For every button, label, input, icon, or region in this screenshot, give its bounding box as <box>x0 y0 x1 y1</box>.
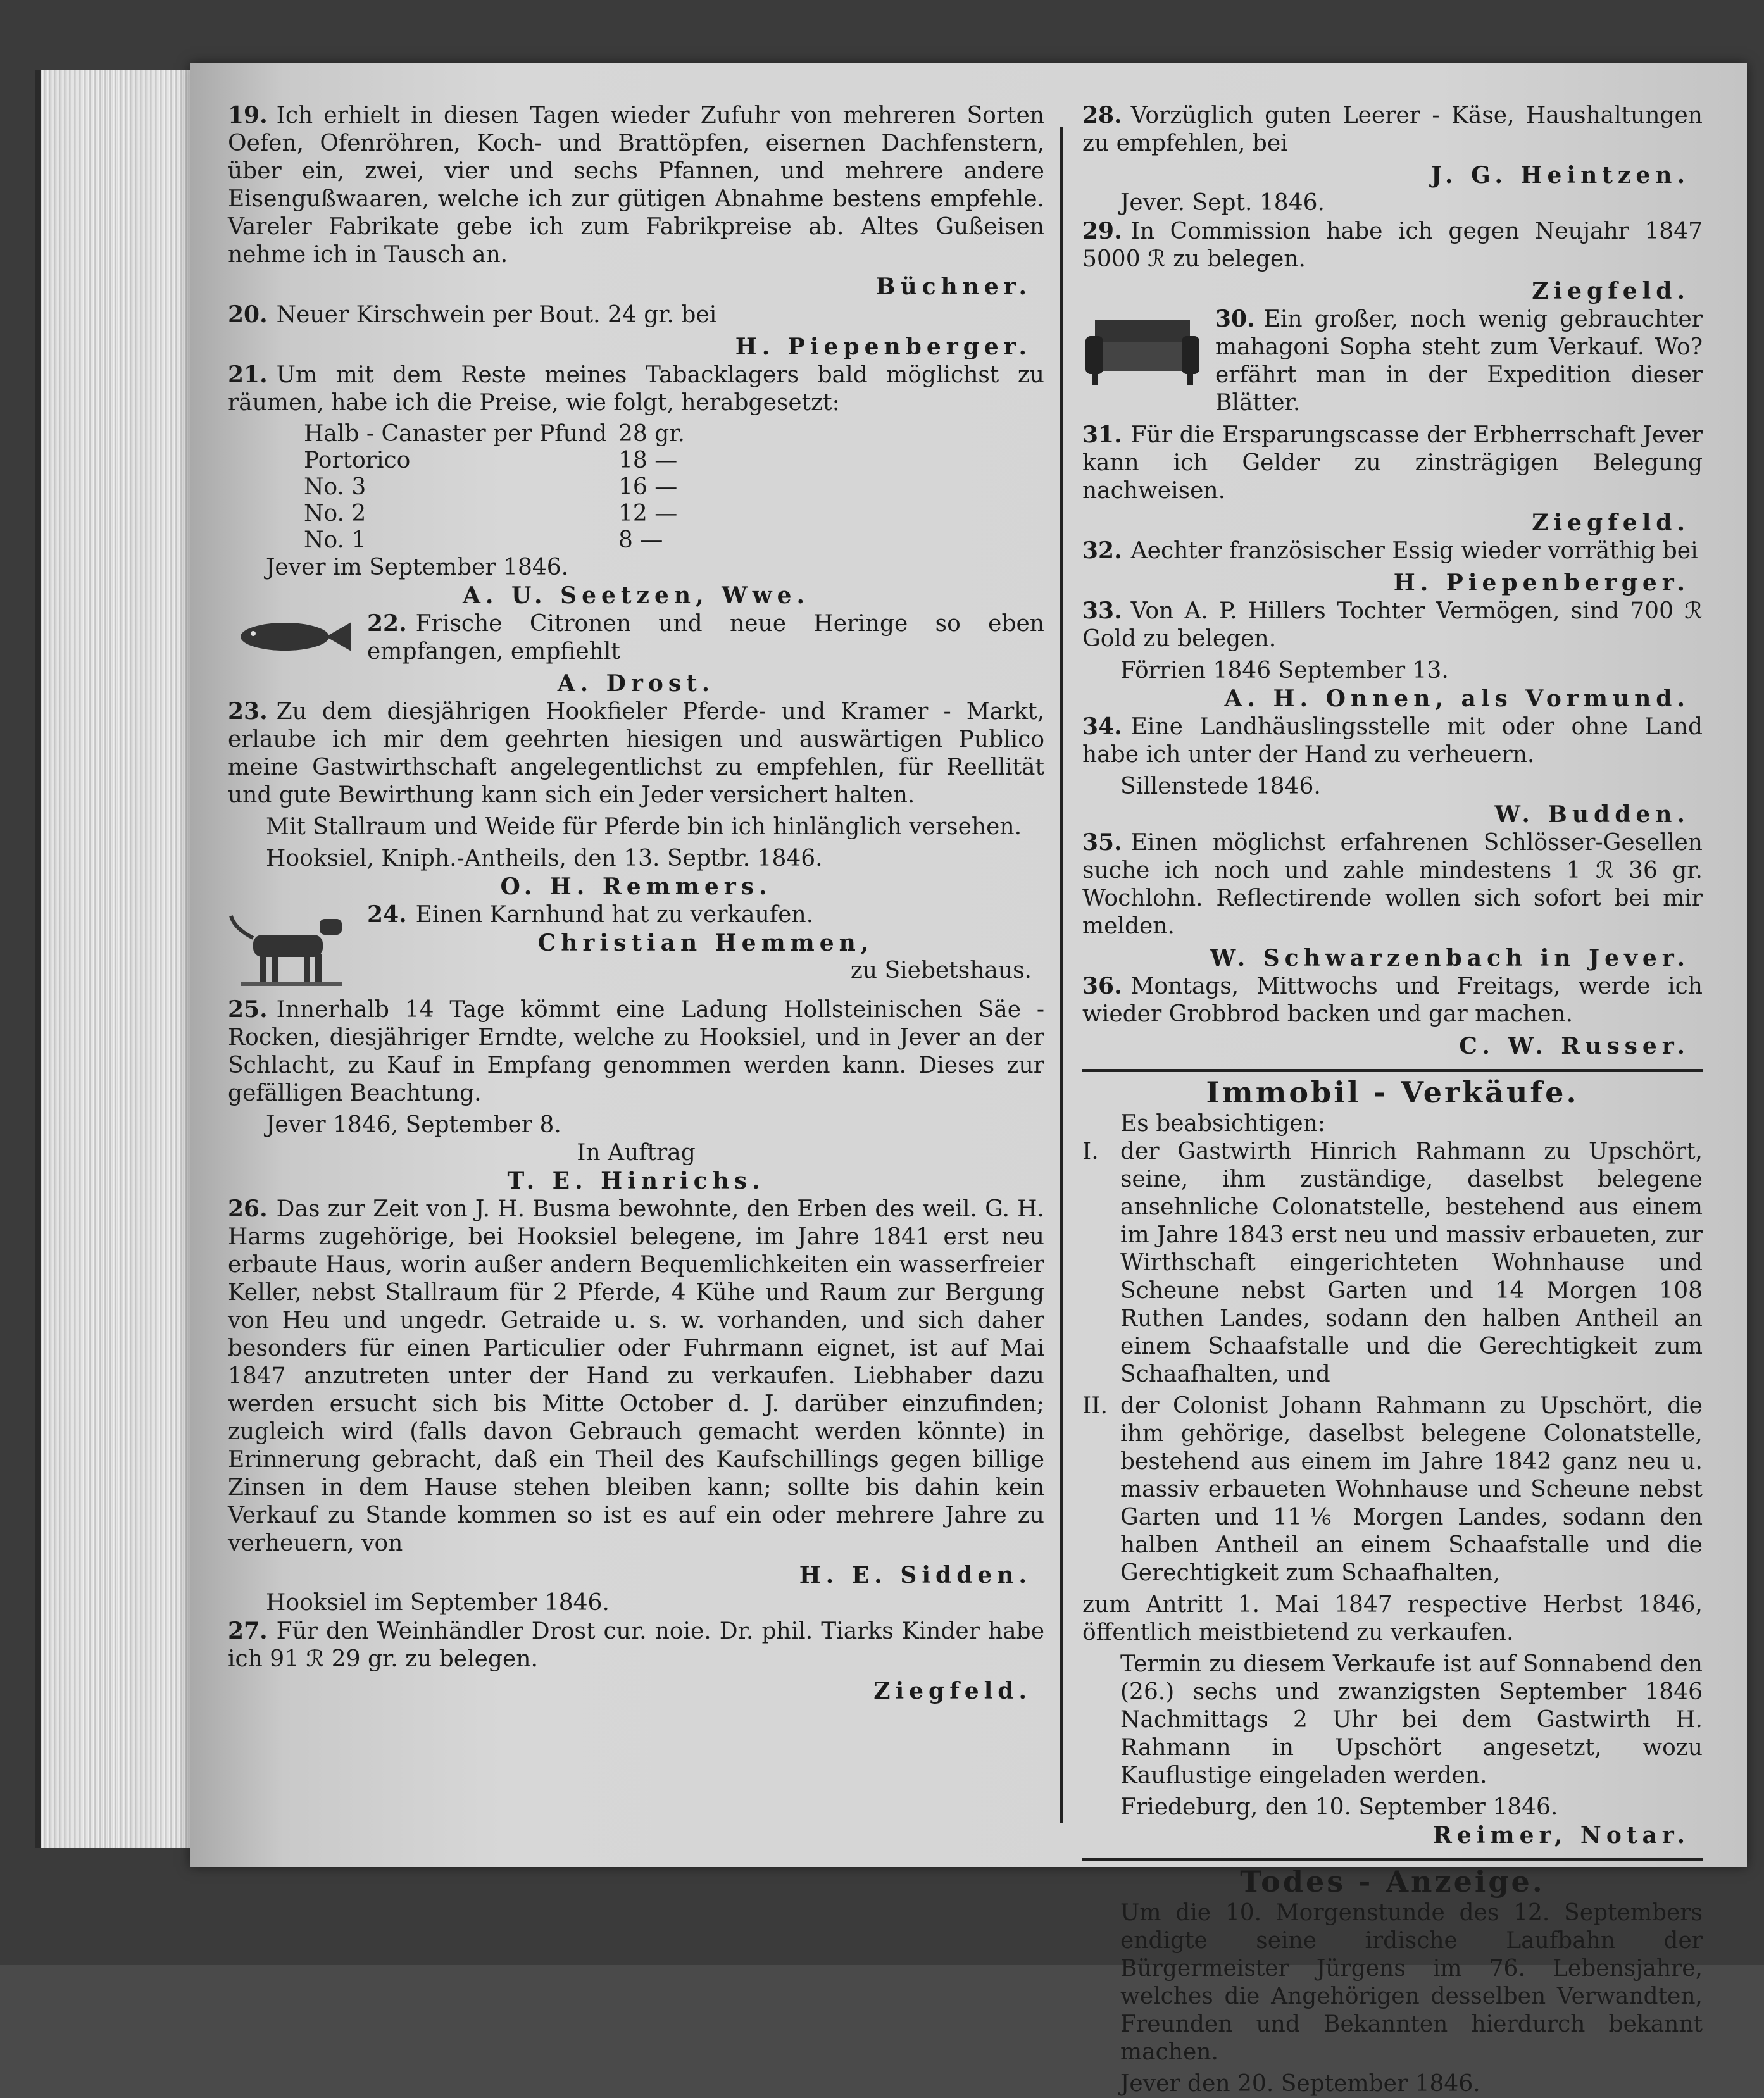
ad-26-signature: H. E. Sidden. <box>799 1562 1032 1589</box>
price-row: No. 3 16 — <box>304 474 678 500</box>
ad-28-signature: J. G. Heintzen. <box>1430 162 1690 189</box>
ad-26-place: Hooksiel im September 1846. <box>266 1590 610 1616</box>
ad-36: 36. Montags, Mittwochs und Freitags, werde ich wieder Grobbrod backen und gar machen. <box>1082 973 1703 1027</box>
ad-32-signature: H. Piepenberger. <box>1393 570 1690 596</box>
immobil-appointment: Termin zu diesem Verkaufe ist auf Sonnabend den (26.) sechs und zwanzigsten September 1846 Nachmittags 2 Uhr bei dem Gastwirth H. Rahmann in Upschört angesetzt, wozu Kauflustige eingeladen werden. <box>1120 1651 1703 1789</box>
ad-23: 23. Zu dem diesjährigen Hookfieler Pferde- und Kramer - Markt, erlaube ich mir dem geehrten hiesigen und auswärtigen Publico meine Gastwirthschaft angelegentlichst zu empfehlen, für Reellität und gute Bewirthung kann sich ein Jeder versichert halten. <box>228 698 1044 808</box>
ad-21-signature: A. U. Seetzen, Wwe. <box>462 582 810 609</box>
ad-27-signature: Ziegfeld. <box>873 1678 1032 1704</box>
ad-28-place: Jever. Sept. 1846. <box>1120 190 1325 216</box>
ad-34-place: Sillenstede 1846. <box>1120 773 1321 799</box>
price-row: No. 2 12 — <box>304 501 678 527</box>
ad-23-signature: O. H. Remmers. <box>500 873 772 900</box>
ad-28: 28. Vorzüglich guten Leerer - Käse, Haushaltungen zu empfehlen, bei <box>1082 102 1703 156</box>
price-row: Portorico 18 — <box>304 447 678 473</box>
todes-text: Um die 10. Morgenstunde des 12. Septembers endigte seine irdische Laufbahn der Bürgermeister Jürgens im 76. Lebensjahre, welches die Angehörigen desselben Verwandten, Freunden und Bekannten hierdurch bekannt machen. <box>1120 1900 1703 2065</box>
ad-33-signature: A. H. Onnen, als Vormund. <box>1224 685 1690 712</box>
ad-35: 35. Einen möglichst erfahrenen Schlösser-Gesellen suche ich noch und zahle mindestens 1 ℛ 36 gr. Wochlohn. Reflectirende wollen sich sofort bei mir melden. <box>1082 829 1703 939</box>
ad-25-in-order: In Auftrag <box>577 1140 696 1166</box>
right-column <box>1082 101 1703 2098</box>
ad-25-place: Jever 1846, September 8. <box>266 1112 561 1138</box>
ad-21: 21. Um mit dem Reste meines Tabacklagers bald möglichst zu räumen, habe ich die Preise, wie folgt, herabgesetzt: <box>228 361 1044 416</box>
ad-34: 34. Eine Landhäuslingsstelle mit oder ohne Land habe ich unter der Hand zu verheuern. <box>1082 713 1703 768</box>
ad-25: 25. Innerhalb 14 Tage kömmt eine Ladung Hollsteinischen Säe - Rocken, diesjähriger Erndte, welche zu Hooksiel, und in Jever an der Schlacht, zu Kauf in Empfang genommen werden kann. Dieses zur gefälligen Beachtung. <box>228 996 1044 1106</box>
ad-24-location: zu Siebetshaus. <box>850 958 1032 983</box>
ad-32: 32. Aechter französischer Essig wieder vorräthig bei <box>1082 537 1698 564</box>
ad-33-place: Förrien 1846 September 13. <box>1120 658 1449 684</box>
ad-19-signature: Büchner. <box>876 273 1032 300</box>
ad-22: 22. Frische Citronen und neue Heringe so eben empfangen, empfiehlt <box>228 609 1044 666</box>
immobil-intro: Es beabsichtigen: <box>1120 1111 1326 1137</box>
fish-icon <box>228 615 354 659</box>
immobil-signature: Reimer, Notar. <box>1433 1822 1690 1849</box>
ad-35-signature: W. Schwarzenbach in Jever. <box>1210 945 1690 971</box>
dog-icon <box>228 903 354 992</box>
column-divider <box>1060 127 1063 1823</box>
ad-30: 30. Ein großer, noch wenig gebrauchter mahagoni Sopha steht zum Verkauf. Wo? erfährt man in der Expedition dieser Blätter. <box>1082 305 1703 417</box>
ad-34-signature: W. Budden. <box>1494 801 1690 828</box>
ad-23-text-2: Mit Stallraum und Weide für Pferde bin ich hinlänglich versehen. <box>266 814 1022 840</box>
ad-24-signature: Christian Hemmen, <box>537 930 874 956</box>
ad-31: 31. Für die Ersparungscasse der Erbherrschaft Jever kann ich Gelder zu zinsträgigen Belegung nachweisen. <box>1082 421 1703 504</box>
price-row: No. 1 8 — <box>304 527 663 553</box>
ad-21-place: Jever im September 1846. <box>266 554 569 580</box>
ad-23-place: Hooksiel, Kniph.-Antheils, den 13. Septbr. 1846. <box>266 846 823 871</box>
section-rule <box>1082 1069 1703 1072</box>
ad-20: 20. Neuer Kirschwein per Bout. 24 gr. bei <box>228 301 717 328</box>
ad-29: 29. In Commission habe ich gegen Neujahr 1847 5000 ℛ zu belegen. <box>1082 218 1703 272</box>
ad-25-signature: T. E. Hinrichs. <box>507 1168 765 1194</box>
immobil-part-1: I. der Gastwirth Hinrich Rahmann zu Upschört, seine, ihm zuständige, daselbst belegene ansehnliche Colonatstelle, bestehend aus einem im Jahre 1843 erst neu und massiv erbaueten, zur Wirthschaft eingerichteten Wohnhause und Scheune nebst Garten und 14 Morgen 108 Ruthen Landes, sodann den halben Antheil an einem Schaafstalle und die Gerechtigkeit zum Schaafhalten, und <box>1082 1139 1703 1387</box>
ad-19: 19. Ich erhielt in diesen Tagen wieder Zufuhr von mehreren Sorten Oefen, Ofenröhren, Koch- und Brattöpfen, eisernen Dachfenstern, über ein, zwei, vier und sechs Pfannen, und mehrere andere Eisengußwaaren, welche ich zur gütigen Abnahme bestens empfehle. Vareler Fabrikate gebe ich zum Fabrikpreise ab. Altes Gußeisen nehme ich in Tausch an. <box>228 102 1044 268</box>
immobil-terms: zum Antritt 1. Mai 1847 respective Herbst 1846, öffentlich meistbietend zu verkaufen. <box>1082 1592 1703 1645</box>
todes-place: Jever den 20. September 1846. <box>1120 2071 1480 2097</box>
todes-title: Todes - Anzeige. <box>1240 1864 1545 1899</box>
ad-29-signature: Ziegfeld. <box>1532 278 1690 304</box>
left-column <box>228 101 1044 1705</box>
immobil-place: Friedeburg, den 10. September 1846. <box>1120 1794 1558 1820</box>
ad-27: 27. Für den Weinhändler Drost cur. noie. Dr. phil. Tiarks Kinder habe ich 91 ℛ 29 gr. zu belegen. <box>228 1618 1044 1672</box>
immobil-title: Immobil - Verkäufe. <box>1206 1075 1579 1109</box>
ad-22-signature: A. Drost. <box>557 670 715 697</box>
ad-24: 24. Einen Karnhund hat zu verkaufen. Christian Hemmen, zu Siebetshaus. <box>228 901 1044 992</box>
price-row: Halb - Canaster per Pfund 28 gr. <box>304 421 685 447</box>
ad-33: 33. Von A. P. Hillers Tochter Vermögen, sind 700 ℛ Gold zu belegen. <box>1082 597 1703 652</box>
ad-20-signature: H. Piepenberger. <box>735 334 1032 360</box>
ad-31-signature: Ziegfeld. <box>1532 509 1690 536</box>
immobil-part-2: II. der Colonist Johann Rahmann zu Upschört, die ihm gehörige, daselbst belegene Colonatstelle, bestehend aus einem im Jahre 1842 ganz neu u. massiv erbaueten Wohnhause und Scheune nebst Garten und 11⅙ Morgen Landes, sodann den halben Antheil an einem Schaafstalle und die Gerechtigkeit zum Schaafhalten, <box>1082 1393 1703 1586</box>
tobacco-price-list <box>304 421 696 554</box>
sofa-icon <box>1082 308 1203 390</box>
section-rule <box>1082 1858 1703 1861</box>
ad-36-signature: C. W. Russer. <box>1459 1033 1690 1059</box>
ad-26: 26. Das zur Zeit von J. H. Busma bewohnte, den Erben des weil. G. H. Harms zugehörige, bei Hooksiel belegene, im Jahre 1841 erst neu erbaute Haus, worin außer andern Bequemlichkeiten ein wasserfreier Keller, nebst Stallraum für 2 Pferde, 4 Kühe und Raum zur Bergung von Heu und ungedr. Getraide u. s. w. vorhanden, und sich daher besonders für einen Particulier oder Fuhrmann eignet, ist auf Mai 1847 anzutreten unter der Hand zu verkaufen. Liebhaber dazu werden ersucht sich bis Mitte October d. J. darüber einzufinden; zugleich wird (falls davon Gebrauch gemacht werden könnte) in Erinnerung gebracht, daß ein Theil des Kaufschillings gegen billige Zinsen in dem Hause stehen bleiben kann; sollte bis dahin kein Verkauf zu Stande kommen so ist es auf ein oder mehrere Jahre zu verheuern, von <box>228 1196 1044 1556</box>
